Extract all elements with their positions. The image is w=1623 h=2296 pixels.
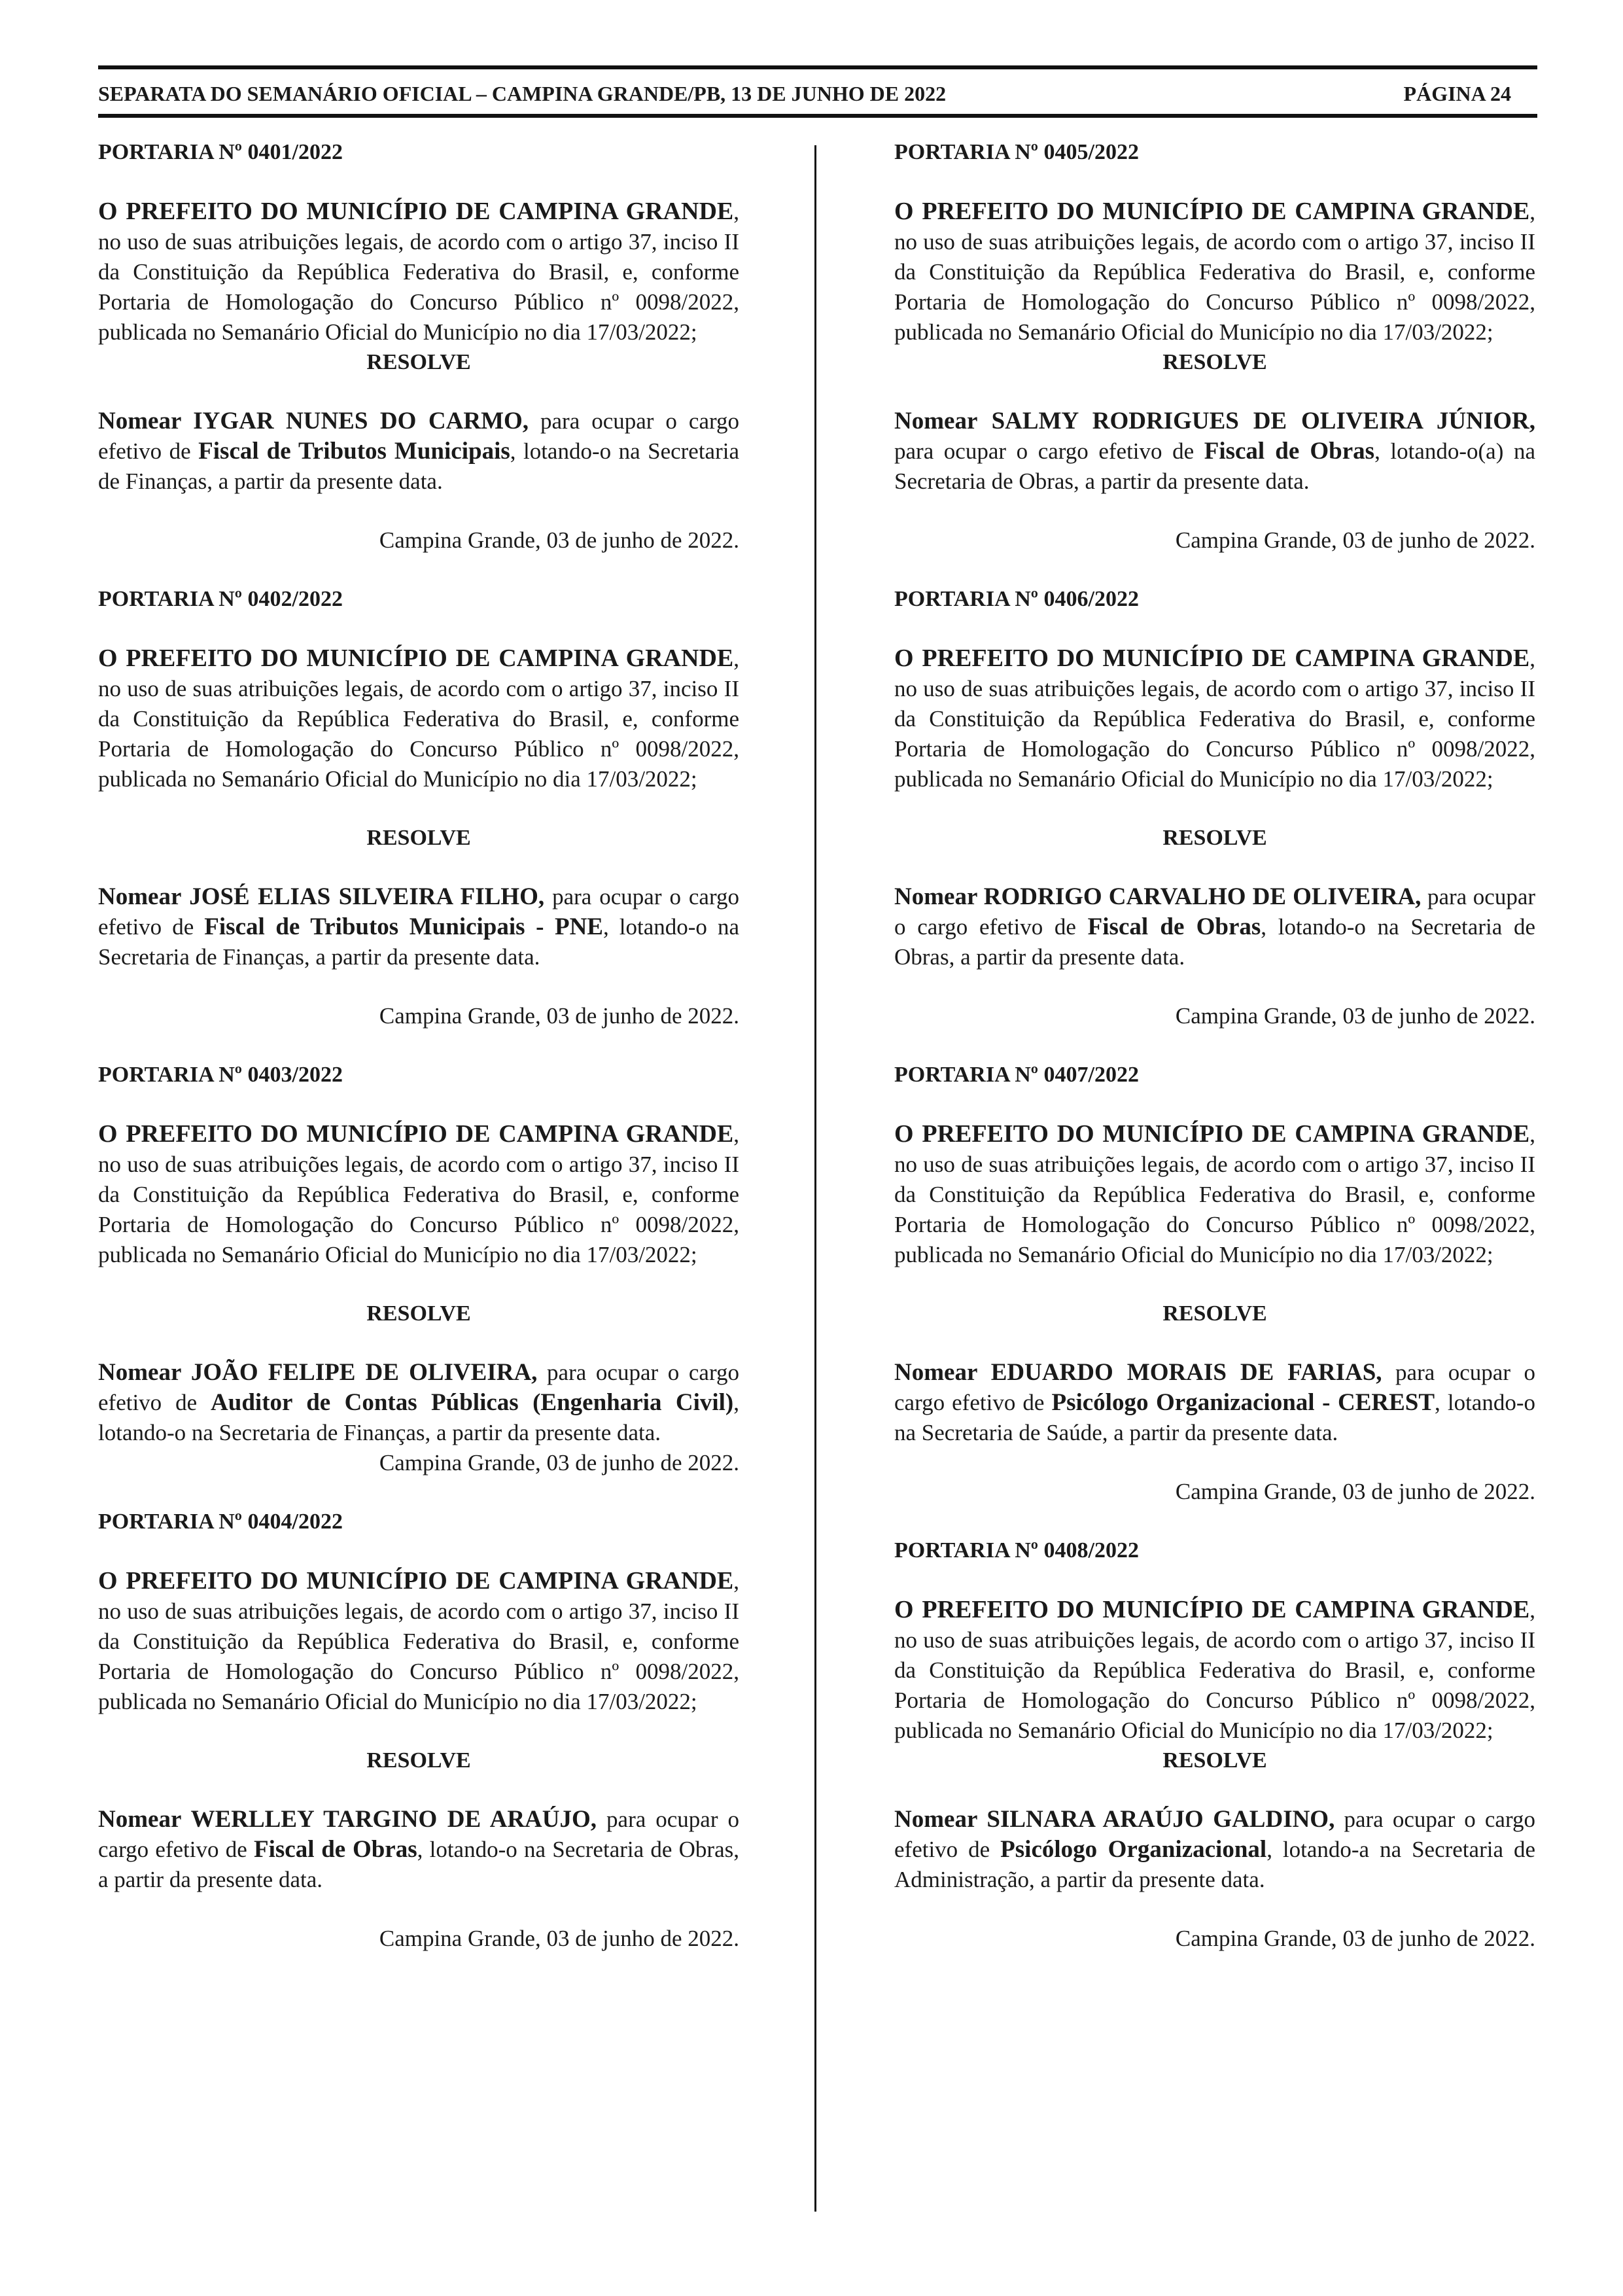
nomeacao-text-a: para ocupar o cargo efetivo de [894,884,1536,940]
nomeacao-paragraph [894,406,1535,497]
cargo-name: Fiscal de Obras [1087,913,1261,940]
portaria-date: Campina Grande, 03 de junho de 2022. [379,527,739,553]
resolve-heading: RESOLVE [366,350,471,374]
resolve-heading: RESOLVE [366,1301,471,1326]
portaria-date: Campina Grande, 03 de junho de 2022. [1175,1926,1535,1951]
portaria-0406 [894,584,1535,1031]
appointee-name: JOÃO FELIPE DE OLIVEIRA, [190,1359,538,1386]
nomeacao-paragraph [894,882,1535,972]
prefeito-label: O PREFEITO DO MUNICÍPIO DE CAMPINA GRANDE [98,645,734,672]
cargo-name: Fiscal de Obras [1204,438,1375,465]
portaria-date: Campina Grande, 03 de junho de 2022. [1175,527,1535,553]
portaria-title: PORTARIA Nº 0407/2022 [894,1063,1139,1087]
appointee-name: IYGAR NUNES DO CARMO, [193,408,529,434]
page-header [98,65,1537,118]
resolve-heading: RESOLVE [366,826,471,850]
appointee-name: SALMY RODRIGUES DE OLIVEIRA JÚNIOR, [991,408,1536,434]
nomeacao-text-b: , lotando-o na Secretaria de Finanças, a partir da presente data. [98,914,739,970]
portaria-title: PORTARIA Nº 0406/2022 [894,587,1139,611]
nomeacao-text-a: para ocupar o cargo efetivo de [98,1807,740,1862]
portaria-0405 [894,137,1535,556]
prefeito-label: O PREFEITO DO MUNICÍPIO DE CAMPINA GRANDE [98,198,734,225]
resolve-heading: RESOLVE [1162,350,1267,374]
preamble-text: , no uso de suas atribuições legais, de acordo com o artigo 37, inciso II da Constituição da República Federativa do Brasil, e, conforme Portaria de Homologação do Concurso Público nº 0098/2022, publicada no Semanário Oficial do Município no dia 17/03/2022; [894,1597,1535,1743]
right-column [894,137,1535,1954]
nomeacao-text-a: para ocupar o cargo efetivo de [894,438,1204,464]
nomear-label: Nomear [98,1359,191,1386]
appointee-name: EDUARDO MORAIS DE FARIAS, [990,1359,1382,1386]
nomeacao-paragraph [894,1805,1535,1895]
portaria-date: Campina Grande, 03 de junho de 2022. [379,1926,739,1951]
portaria-date: Campina Grande, 03 de junho de 2022. [1175,1479,1535,1504]
appointee-name: WERLLEY TARGINO DE ARAÚJO, [190,1806,597,1833]
nomear-label: Nomear [894,883,984,910]
preamble-text: , no uso de suas atribuições legais, de acordo com o artigo 37, inciso II da Constituição da República Federativa do Brasil, e, conforme Portaria de Homologação do Concurso Público nº 0098/2022, publicada no Semanário Oficial do Município no dia 17/03/2022; [98,199,739,345]
portaria-0403 [98,1060,739,1478]
portaria-title: PORTARIA Nº 0405/2022 [894,140,1139,164]
portaria-preamble [894,643,1535,794]
preamble-text: , no uso de suas atribuições legais, de acordo com o artigo 37, inciso II da Constituição da República Federativa do Brasil, e, conforme Portaria de Homologação do Concurso Público nº 0098/2022, publicada no Semanário Oficial do Município no dia 17/03/2022; [98,646,739,792]
preamble-text: , no uso de suas atribuições legais, de acordo com o artigo 37, inciso II da Constituição da República Federativa do Brasil, e, conforme Portaria de Homologação do Concurso Público nº 0098/2022, publicada no Semanário Oficial do Município no dia 17/03/2022; [894,1122,1535,1267]
cargo-name: Auditor de Contas Públicas (Engenharia Civil) [211,1389,734,1416]
portaria-preamble [98,1566,739,1717]
nomeacao-text-b: , lotando-o na Secretaria de Obras, a partir da presente data. [894,914,1535,970]
nomeacao-text-a: para ocupar o cargo efetivo de [98,408,740,464]
portaria-date: Campina Grande, 03 de junho de 2022. [1175,1003,1535,1029]
portaria-preamble [98,643,739,794]
portaria-title: PORTARIA Nº 0402/2022 [98,587,343,611]
cargo-name: Psicólogo Organizacional - CEREST [1051,1389,1435,1416]
nomear-label: Nomear [894,1359,991,1386]
appointee-name: RODRIGO CARVALHO DE OLIVEIRA, [983,883,1422,910]
nomear-label: Nomear [98,1806,191,1833]
portaria-0402 [98,584,739,1031]
portaria-0407 [894,1060,1535,1507]
nomeacao-text-b: , lotando-o(a) na Secretaria de Obras, a partir da presente data. [894,438,1535,494]
prefeito-label: O PREFEITO DO MUNICÍPIO DE CAMPINA GRANDE [98,1120,734,1148]
nomeacao-text-b: , lotando-o na Secretaria de Saúde, a partir da presente data. [894,1390,1535,1445]
portaria-title: PORTARIA Nº 0408/2022 [894,1538,1139,1563]
portaria-preamble [98,196,739,347]
appointee-name: JOSÉ ELIAS SILVEIRA FILHO, [189,883,545,910]
nomeacao-text-b: , lotando-o na Secretaria de Finanças, a partir da presente data. [98,438,739,494]
portaria-preamble [894,196,1535,347]
resolve-heading: RESOLVE [1162,1301,1267,1326]
prefeito-label: O PREFEITO DO MUNICÍPIO DE CAMPINA GRANDE [894,1120,1530,1148]
prefeito-label: O PREFEITO DO MUNICÍPIO DE CAMPINA GRANDE [894,198,1530,225]
portaria-0401 [98,137,739,556]
preamble-text: , no uso de suas atribuições legais, de acordo com o artigo 37, inciso II da Constituição da República Federativa do Brasil, e, conforme Portaria de Homologação do Concurso Público nº 0098/2022, publicada no Semanário Oficial do Município no dia 17/03/2022; [894,199,1535,345]
nomear-label: Nomear [894,408,992,434]
nomeacao-paragraph [98,1805,739,1895]
resolve-heading: RESOLVE [1162,1748,1267,1773]
header-title: SEPARATA DO SEMANÁRIO OFICIAL – CAMPINA GRANDE/PB, 13 DE JUNHO DE 2022 [98,82,947,105]
prefeito-label: O PREFEITO DO MUNICÍPIO DE CAMPINA GRANDE [98,1567,734,1595]
nomeacao-text-a: para ocupar o cargo efetivo de [894,1360,1535,1415]
nomeacao-paragraph [98,882,739,972]
cargo-name: Fiscal de Obras [254,1836,417,1863]
nomear-label: Nomear [98,408,194,434]
portaria-preamble [894,1595,1535,1746]
portaria-0408 [894,1536,1535,1954]
cargo-name: Fiscal de Tributos Municipais - PNE [204,913,603,940]
appointee-name: SILNARA ARAÚJO GALDINO, [986,1806,1335,1833]
preamble-text: , no uso de suas atribuições legais, de acordo com o artigo 37, inciso II da Constituição da República Federativa do Brasil, e, conforme Portaria de Homologação do Concurso Público nº 0098/2022, publicada no Semanário Oficial do Município no dia 17/03/2022; [894,646,1535,792]
preamble-text: , no uso de suas atribuições legais, de acordo com o artigo 37, inciso II da Constituição da República Federativa do Brasil, e, conforme Portaria de Homologação do Concurso Público nº 0098/2022, publicada no Semanário Oficial do Município no dia 17/03/2022; [98,1568,739,1714]
portaria-title: PORTARIA Nº 0404/2022 [98,1510,343,1534]
cargo-name: Fiscal de Tributos Municipais [198,438,510,465]
prefeito-label: O PREFEITO DO MUNICÍPIO DE CAMPINA GRANDE [894,645,1530,672]
nomeacao-text-b: , lotando-o na Secretaria de Obras, a partir da presente data. [98,1837,739,1892]
page-number: PÁGINA 24 [1403,82,1511,105]
nomear-label: Nomear [98,883,190,910]
portaria-date: Campina Grande, 03 de junho de 2022. [379,1003,739,1029]
preamble-text: , no uso de suas atribuições legais, de acordo com o artigo 37, inciso II da Constituição da República Federativa do Brasil, e, conforme Portaria de Homologação do Concurso Público nº 0098/2022, publicada no Semanário Oficial do Município no dia 17/03/2022; [98,1122,739,1267]
nomeacao-text-a: para ocupar o cargo efetivo de [98,884,739,940]
prefeito-label: O PREFEITO DO MUNICÍPIO DE CAMPINA GRANDE [894,1596,1530,1623]
resolve-heading: RESOLVE [1162,826,1267,850]
nomeacao-paragraph [98,406,739,497]
column-divider [814,145,816,2212]
nomear-label: Nomear [894,1806,987,1833]
portaria-date: Campina Grande, 03 de junho de 2022. [379,1450,739,1475]
portaria-preamble [98,1119,739,1270]
portaria-0404 [98,1507,739,1954]
left-column [98,137,739,1954]
nomeacao-text-b: , lotando-a na Secretaria de Administração, a partir da presente data. [894,1837,1535,1892]
portaria-title: PORTARIA Nº 0401/2022 [98,140,343,164]
nomeacao-text-a: para ocupar o cargo efetivo de [894,1807,1535,1862]
portaria-preamble [894,1119,1535,1270]
portaria-title: PORTARIA Nº 0403/2022 [98,1063,343,1087]
nomeacao-paragraph [894,1358,1535,1448]
nomeacao-text-b: , lotando-o na Secretaria de Finanças, a partir da presente data. [98,1390,739,1445]
nomeacao-paragraph [98,1358,739,1448]
resolve-heading: RESOLVE [366,1748,471,1773]
nomeacao-text-a: para ocupar o cargo efetivo de [98,1360,739,1415]
cargo-name: Psicólogo Organizacional [1000,1836,1267,1863]
